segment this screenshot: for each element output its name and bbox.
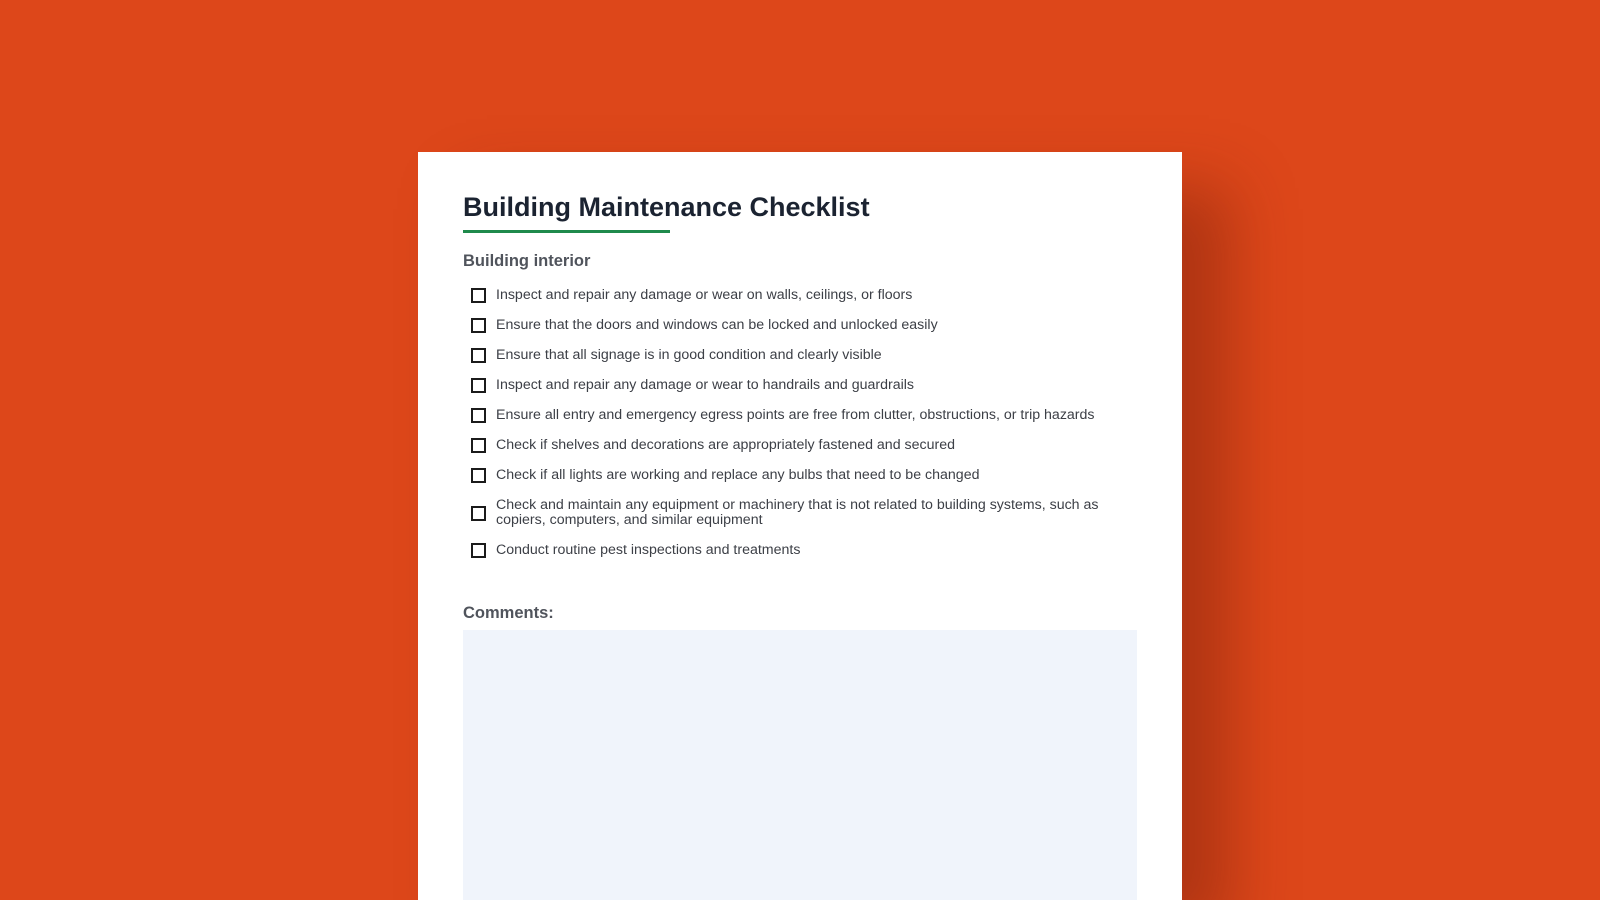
checklist-item-label: Conduct routine pest inspections and treatments: [496, 542, 801, 558]
checklist-item: [471, 498, 1151, 528]
checklist-item: [471, 348, 1151, 363]
comments-label: Comments:: [463, 604, 554, 622]
section-heading: Building interior: [463, 252, 591, 270]
checkbox[interactable]: [471, 378, 486, 393]
checklist-item: [471, 408, 1151, 423]
checkbox[interactable]: [471, 543, 486, 558]
checkbox[interactable]: [471, 348, 486, 363]
checklist-item-label: Inspect and repair any damage or wear to handrails and guardrails: [496, 377, 914, 393]
checklist-item-label: Ensure all entry and emergency egress points are free from clutter, obstructions, or trip hazards: [496, 407, 1095, 423]
checklist: [471, 288, 1151, 573]
checklist-item-label: Ensure that the doors and windows can be locked and unlocked easily: [496, 317, 938, 333]
comments-textarea[interactable]: [463, 630, 1137, 900]
checklist-item-label: Check and maintain any equipment or machinery that is not related to building systems, such as copiers, computers, and similar equipment: [496, 497, 1099, 528]
checklist-item: [471, 543, 1151, 558]
checkbox[interactable]: [471, 506, 486, 521]
checklist-document: [418, 152, 1182, 900]
checklist-item: [471, 438, 1151, 453]
document-title: Building Maintenance Checklist: [463, 192, 870, 222]
checklist-item-label: Ensure that all signage is in good condition and clearly visible: [496, 347, 882, 363]
checkbox[interactable]: [471, 468, 486, 483]
checklist-item-label: Check if shelves and decorations are appropriately fastened and secured: [496, 437, 956, 453]
checklist-item: [471, 468, 1151, 483]
checkbox[interactable]: [471, 288, 486, 303]
checkbox[interactable]: [471, 318, 486, 333]
checklist-item: [471, 378, 1151, 393]
checklist-item-label: Inspect and repair any damage or wear on walls, ceilings, or floors: [496, 287, 913, 303]
checklist-item: [471, 318, 1151, 333]
title-underline: [463, 230, 670, 233]
checklist-item-label: Check if all lights are working and replace any bulbs that need to be changed: [496, 467, 980, 483]
checkbox[interactable]: [471, 438, 486, 453]
checklist-item: [471, 288, 1151, 303]
checkbox[interactable]: [471, 408, 486, 423]
